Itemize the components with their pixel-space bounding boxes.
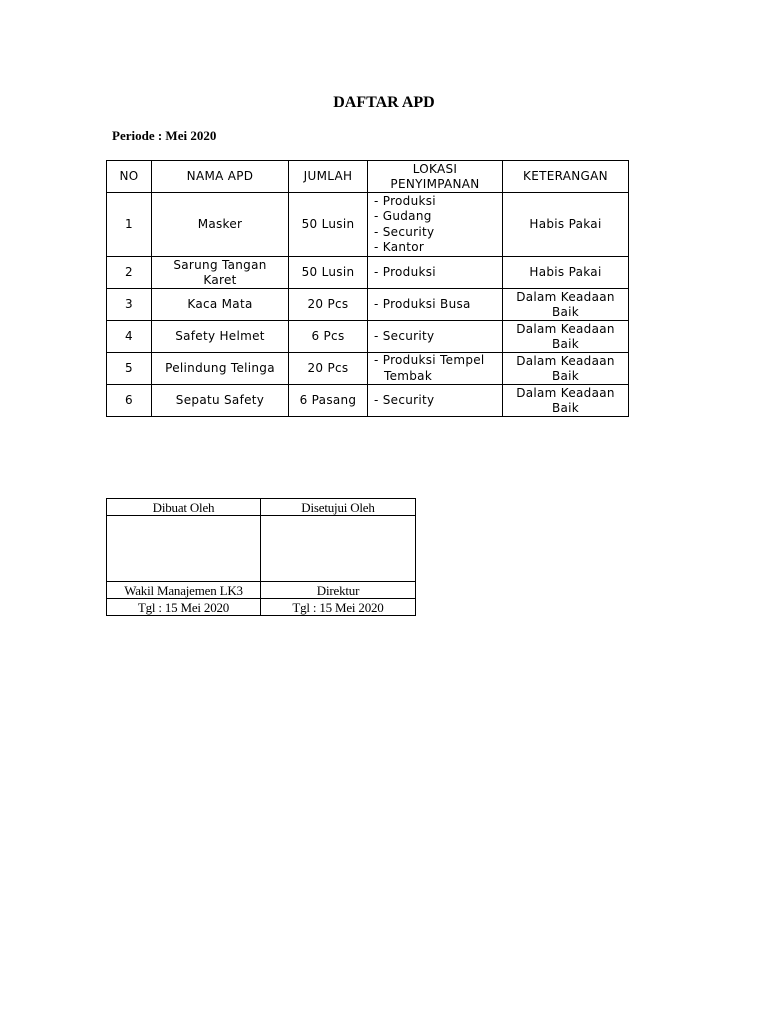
keterangan-line1: Dalam Keadaan [516,385,615,400]
cell-jumlah: 20 Pcs [289,289,368,321]
table-row [107,385,629,417]
signature-table [106,498,416,616]
lokasi-line1: - Produksi Tempel [374,353,485,367]
keterangan-line2: Baik [551,304,580,319]
signature-left-space [107,516,261,582]
cell-lokasi: - Security [368,385,503,417]
table-row [107,321,629,353]
header-lokasi-line2: PENYIMPANAN [390,176,480,191]
cell-no: 6 [107,385,152,417]
header-jumlah: JUMLAH [289,161,368,193]
cell-jumlah: 6 Pasang [289,385,368,417]
keterangan-line2: Baik [551,400,580,415]
table-row [107,257,629,289]
cell-lokasi [368,353,503,385]
header-keterangan: KETERANGAN [503,161,629,193]
cell-no: 1 [107,193,152,257]
document-title: DAFTAR APD [333,94,435,111]
keterangan-line2: Baik [551,336,580,351]
cell-keterangan [503,353,629,385]
table-row [107,289,629,321]
table-row [107,353,629,385]
cell-nama: Masker [152,193,289,257]
signature-header-row [107,499,416,516]
lokasi-line2: Tembak [384,368,433,383]
header-lokasi [368,161,503,193]
signature-right-role: Direktur [261,582,416,599]
signature-space-row [107,516,416,582]
cell-nama: Pelindung Telinga [152,353,289,385]
cell-keterangan [503,289,629,321]
signature-date-row [107,599,416,616]
lokasi-item: - Gudang [374,209,432,223]
lokasi-item: - Produksi [374,193,436,208]
cell-jumlah: 6 Pcs [289,321,368,353]
signature-right-date: Tgl : 15 Mei 2020 [261,599,416,616]
cell-keterangan [503,321,629,353]
table-row [107,193,629,257]
periode-label: Periode : Mei 2020 [112,128,217,143]
cell-no: 5 [107,353,152,385]
nama-line1: Sarung Tangan [173,257,267,272]
cell-lokasi [368,193,503,257]
cell-lokasi: - Security [368,321,503,353]
table-header-row [107,161,629,193]
cell-nama: Safety Helmet [152,321,289,353]
cell-nama [152,257,289,289]
cell-nama: Sepatu Safety [152,385,289,417]
cell-no: 2 [107,257,152,289]
keterangan-line1: Dalam Keadaan [516,321,615,336]
signature-right-header: Disetujui Oleh [261,499,416,516]
header-nama-apd: NAMA APD [152,161,289,193]
cell-lokasi: - Produksi Busa [368,289,503,321]
cell-jumlah: 50 Lusin [289,257,368,289]
apd-table [106,160,629,417]
nama-line2: Karet [203,272,237,287]
keterangan-line1: Dalam Keadaan [516,289,615,304]
header-no: NO [107,161,152,193]
cell-nama: Kaca Mata [152,289,289,321]
signature-role-row [107,582,416,599]
keterangan-line2: Baik [551,368,580,383]
cell-no: 3 [107,289,152,321]
signature-left-role: Wakil Manajemen LK3 [107,582,261,599]
cell-jumlah: 20 Pcs [289,353,368,385]
cell-keterangan: Habis Pakai [503,257,629,289]
cell-no: 4 [107,321,152,353]
lokasi-item: - Kantor [374,240,425,254]
signature-right-space [261,516,416,582]
cell-keterangan: Habis Pakai [503,193,629,257]
cell-jumlah: 50 Lusin [289,193,368,257]
cell-lokasi: - Produksi [368,257,503,289]
header-lokasi-line1: LOKASI [412,161,458,176]
lokasi-item: - Security [374,224,435,239]
signature-left-date: Tgl : 15 Mei 2020 [107,599,261,616]
keterangan-line1: Dalam Keadaan [516,353,615,368]
cell-keterangan [503,385,629,417]
signature-left-header: Dibuat Oleh [107,499,261,516]
